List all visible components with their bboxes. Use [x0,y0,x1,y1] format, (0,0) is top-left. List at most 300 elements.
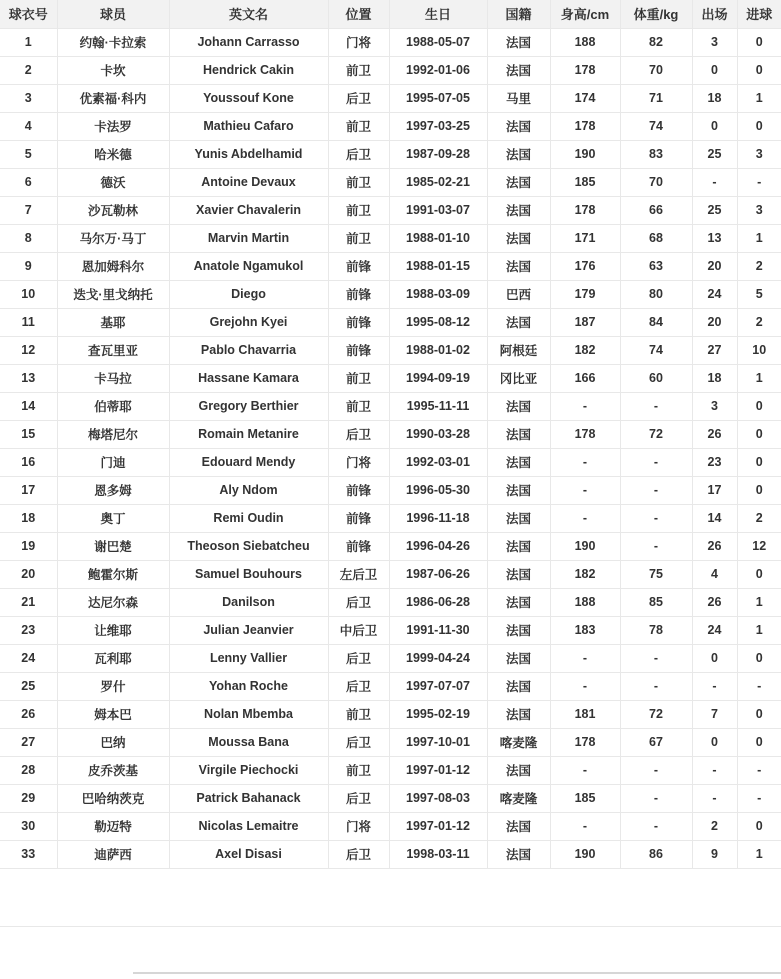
cell-birthday: 1991-11-30 [389,616,487,644]
cell-nationality: 马里 [487,84,550,112]
cell-player_name_cn: 哈米德 [57,140,169,168]
cell-nationality: 法国 [487,420,550,448]
column-header-goals: 进球 [737,0,781,28]
cell-position: 后卫 [328,644,389,672]
cell-player_name_en: Pablo Chavarria [169,336,328,364]
cell-height_cm: 182 [550,560,620,588]
cell-weight_kg: - [620,392,692,420]
column-header-nationality: 国籍 [487,0,550,28]
cell-nationality: 法国 [487,560,550,588]
cell-nationality: 法国 [487,504,550,532]
cell-appearances: 3 [692,392,737,420]
cell-nationality: 喀麦隆 [487,784,550,812]
player-row [0,728,781,756]
cell-goals: 10 [737,336,781,364]
cell-weight_kg: - [620,448,692,476]
cell-goals: 12 [737,532,781,560]
footer-divider-line [0,926,781,927]
cell-position: 前卫 [328,224,389,252]
cell-jersey_number: 1 [0,28,57,56]
column-header-appearances: 出场 [692,0,737,28]
cell-player_name_cn: 恩多姆 [57,476,169,504]
cell-appearances: 18 [692,364,737,392]
cell-jersey_number: 4 [0,112,57,140]
cell-height_cm: 178 [550,56,620,84]
cell-position: 门将 [328,28,389,56]
cell-jersey_number: 14 [0,392,57,420]
column-header-height_cm: 身高/cm [550,0,620,28]
cell-player_name_en: Nolan Mbemba [169,700,328,728]
cell-position: 后卫 [328,784,389,812]
cell-weight_kg: 70 [620,168,692,196]
cell-player_name_cn: 达尼尔森 [57,588,169,616]
cell-jersey_number: 16 [0,448,57,476]
cell-goals: 0 [737,560,781,588]
cell-nationality: 法国 [487,168,550,196]
cell-player_name_cn: 勒迈特 [57,812,169,840]
player-row [0,672,781,700]
cell-player_name_cn: 基耶 [57,308,169,336]
cell-player_name_cn: 鲍霍尔斯 [57,560,169,588]
player-row [0,56,781,84]
cell-weight_kg: 80 [620,280,692,308]
cell-goals: 1 [737,364,781,392]
cell-weight_kg: 84 [620,308,692,336]
cell-birthday: 1997-01-12 [389,812,487,840]
cell-height_cm: 179 [550,280,620,308]
cell-nationality: 法国 [487,56,550,84]
column-header-weight_kg: 体重/kg [620,0,692,28]
cell-height_cm: 190 [550,532,620,560]
cell-player_name_cn: 恩加姆科尔 [57,252,169,280]
player-row [0,420,781,448]
cell-weight_kg: 72 [620,700,692,728]
player-row [0,392,781,420]
cell-nationality: 法国 [487,812,550,840]
cell-player_name_en: Axel Disasi [169,840,328,868]
cell-player_name_en: Youssouf Kone [169,84,328,112]
cell-weight_kg: 63 [620,252,692,280]
cell-player_name_en: Danilson [169,588,328,616]
cell-player_name_cn: 查瓦里亚 [57,336,169,364]
cell-goals: 3 [737,140,781,168]
cell-birthday: 1995-02-19 [389,700,487,728]
cell-appearances: 17 [692,476,737,504]
cell-birthday: 1997-10-01 [389,728,487,756]
cell-goals: 0 [737,392,781,420]
cell-player_name_en: Moussa Bana [169,728,328,756]
cell-weight_kg: 70 [620,56,692,84]
cell-weight_kg: - [620,504,692,532]
cell-goals: - [737,168,781,196]
cell-appearances: 24 [692,616,737,644]
cell-birthday: 1988-03-09 [389,280,487,308]
cell-goals: - [737,756,781,784]
cell-position: 后卫 [328,728,389,756]
cell-height_cm: - [550,448,620,476]
cell-jersey_number: 6 [0,168,57,196]
cell-player_name_en: Virgile Piechocki [169,756,328,784]
cell-position: 中后卫 [328,616,389,644]
cell-jersey_number: 27 [0,728,57,756]
cell-weight_kg: 72 [620,420,692,448]
player-row [0,196,781,224]
cell-birthday: 1994-09-19 [389,364,487,392]
cell-appearances: - [692,756,737,784]
cell-appearances: 25 [692,196,737,224]
cell-height_cm: 190 [550,140,620,168]
cell-player_name_cn: 优素福·科内 [57,84,169,112]
cell-nationality: 冈比亚 [487,364,550,392]
cell-height_cm: - [550,644,620,672]
cell-jersey_number: 10 [0,280,57,308]
cell-nationality: 法国 [487,476,550,504]
cell-weight_kg: - [620,672,692,700]
cell-appearances: 23 [692,448,737,476]
cell-position: 前锋 [328,252,389,280]
cell-position: 前卫 [328,196,389,224]
cell-weight_kg: - [620,644,692,672]
cell-birthday: 1990-03-28 [389,420,487,448]
cell-goals: 1 [737,588,781,616]
cell-height_cm: 178 [550,112,620,140]
cell-jersey_number: 5 [0,140,57,168]
cell-birthday: 1992-01-06 [389,56,487,84]
cell-player_name_en: Julian Jeanvier [169,616,328,644]
cell-goals: 2 [737,308,781,336]
player-row [0,812,781,840]
cell-player_name_en: Mathieu Cafaro [169,112,328,140]
cell-nationality: 法国 [487,532,550,560]
cell-player_name_en: Yunis Abdelhamid [169,140,328,168]
player-row [0,560,781,588]
player-row [0,280,781,308]
cell-goals: 0 [737,448,781,476]
cell-height_cm: 181 [550,700,620,728]
cell-goals: 1 [737,616,781,644]
cell-position: 前锋 [328,336,389,364]
cell-player_name_cn: 罗什 [57,672,169,700]
cell-appearances: 25 [692,140,737,168]
cell-birthday: 1992-03-01 [389,448,487,476]
cell-jersey_number: 7 [0,196,57,224]
cell-birthday: 1985-02-21 [389,168,487,196]
cell-goals: - [737,784,781,812]
cell-player_name_cn: 巴哈纳茨克 [57,784,169,812]
cell-nationality: 法国 [487,840,550,868]
player-row [0,168,781,196]
cell-birthday: 1995-11-11 [389,392,487,420]
cell-player_name_cn: 卡法罗 [57,112,169,140]
cell-nationality: 法国 [487,448,550,476]
cell-position: 门将 [328,812,389,840]
cell-player_name_en: Patrick Bahanack [169,784,328,812]
cell-player_name_en: Aly Ndom [169,476,328,504]
cell-height_cm: 185 [550,784,620,812]
cell-height_cm: 176 [550,252,620,280]
cell-weight_kg: - [620,784,692,812]
player-row [0,112,781,140]
cell-height_cm: 188 [550,28,620,56]
player-row [0,28,781,56]
cell-nationality: 法国 [487,112,550,140]
cell-weight_kg: - [620,532,692,560]
cell-birthday: 1987-06-26 [389,560,487,588]
cell-appearances: 26 [692,420,737,448]
cell-weight_kg: 83 [620,140,692,168]
cell-position: 左后卫 [328,560,389,588]
player-row [0,784,781,812]
cell-nationality: 法国 [487,700,550,728]
cell-appearances: 24 [692,280,737,308]
cell-nationality: 法国 [487,672,550,700]
cell-birthday: 1995-07-05 [389,84,487,112]
cell-weight_kg: 78 [620,616,692,644]
cell-appearances: 2 [692,812,737,840]
cell-position: 后卫 [328,840,389,868]
cell-player_name_en: Anatole Ngamukol [169,252,328,280]
cell-weight_kg: - [620,812,692,840]
cell-weight_kg: 74 [620,112,692,140]
cell-jersey_number: 2 [0,56,57,84]
cell-goals: - [737,672,781,700]
cell-jersey_number: 28 [0,756,57,784]
cell-birthday: 1996-05-30 [389,476,487,504]
cell-player_name_en: Grejohn Kyei [169,308,328,336]
cell-weight_kg: 68 [620,224,692,252]
player-row [0,756,781,784]
cell-player_name_en: Edouard Mendy [169,448,328,476]
cell-player_name_cn: 卡马拉 [57,364,169,392]
cell-height_cm: 190 [550,840,620,868]
cell-player_name_cn: 卡坎 [57,56,169,84]
cell-birthday: 1997-03-25 [389,112,487,140]
player-row [0,616,781,644]
cell-appearances: 4 [692,560,737,588]
cell-nationality: 法国 [487,392,550,420]
cell-player_name_cn: 门迪 [57,448,169,476]
cell-goals: 3 [737,196,781,224]
cell-goals: 0 [737,112,781,140]
cell-jersey_number: 29 [0,784,57,812]
cell-player_name_en: Theoson Siebatcheu [169,532,328,560]
cell-position: 前锋 [328,280,389,308]
cell-position: 前卫 [328,392,389,420]
cell-weight_kg: 85 [620,588,692,616]
cell-goals: 0 [737,812,781,840]
cell-player_name_en: Nicolas Lemaitre [169,812,328,840]
cell-player_name_cn: 德沃 [57,168,169,196]
cell-birthday: 1988-01-02 [389,336,487,364]
cell-player_name_cn: 沙瓦勒林 [57,196,169,224]
cell-height_cm: 185 [550,168,620,196]
cell-goals: 5 [737,280,781,308]
cell-nationality: 巴西 [487,280,550,308]
cell-appearances: 26 [692,532,737,560]
cell-height_cm: - [550,672,620,700]
cell-jersey_number: 12 [0,336,57,364]
cell-player_name_en: Hassane Kamara [169,364,328,392]
cell-position: 前卫 [328,168,389,196]
player-row [0,588,781,616]
cell-height_cm: - [550,476,620,504]
cell-position: 前卫 [328,112,389,140]
column-header-birthday: 生日 [389,0,487,28]
cell-birthday: 1988-05-07 [389,28,487,56]
cell-player_name_cn: 迪萨西 [57,840,169,868]
cell-appearances: 0 [692,56,737,84]
cell-jersey_number: 18 [0,504,57,532]
cell-player_name_en: Samuel Bouhours [169,560,328,588]
cell-weight_kg: 75 [620,560,692,588]
cell-height_cm: 183 [550,616,620,644]
cell-player_name_cn: 巴纳 [57,728,169,756]
cell-appearances: - [692,784,737,812]
cell-player_name_cn: 梅塔尼尔 [57,420,169,448]
player-row [0,308,781,336]
cell-position: 后卫 [328,588,389,616]
cell-player_name_en: Xavier Chavalerin [169,196,328,224]
cell-position: 门将 [328,448,389,476]
cell-nationality: 法国 [487,644,550,672]
cell-jersey_number: 19 [0,532,57,560]
cell-appearances: 14 [692,504,737,532]
cell-position: 前卫 [328,756,389,784]
column-header-player_name_cn: 球员 [57,0,169,28]
player-row [0,364,781,392]
cell-appearances: - [692,168,737,196]
cell-nationality: 法国 [487,308,550,336]
cell-height_cm: 178 [550,728,620,756]
cell-goals: 1 [737,84,781,112]
cell-player_name_cn: 让维耶 [57,616,169,644]
cell-nationality: 法国 [487,588,550,616]
cell-appearances: 18 [692,84,737,112]
cell-weight_kg: 66 [620,196,692,224]
cell-birthday: 1999-04-24 [389,644,487,672]
cell-appearances: 9 [692,840,737,868]
cell-jersey_number: 8 [0,224,57,252]
cell-goals: 0 [737,728,781,756]
player-row [0,448,781,476]
cell-birthday: 1997-07-07 [389,672,487,700]
cell-birthday: 1996-04-26 [389,532,487,560]
cell-appearances: 27 [692,336,737,364]
cell-appearances: 7 [692,700,737,728]
cell-weight_kg: 74 [620,336,692,364]
cell-jersey_number: 23 [0,616,57,644]
cell-player_name_cn: 马尔万·马丁 [57,224,169,252]
cell-position: 后卫 [328,84,389,112]
player-row [0,476,781,504]
cell-position: 前锋 [328,476,389,504]
cell-nationality: 法国 [487,28,550,56]
player-row [0,504,781,532]
cell-goals: 2 [737,252,781,280]
player-row [0,644,781,672]
cell-appearances: 3 [692,28,737,56]
player-row [0,252,781,280]
cell-player_name_en: Remi Oudin [169,504,328,532]
cell-goals: 0 [737,700,781,728]
cell-position: 前卫 [328,700,389,728]
cell-jersey_number: 3 [0,84,57,112]
cell-player_name_cn: 姆本巴 [57,700,169,728]
cell-jersey_number: 15 [0,420,57,448]
cell-birthday: 1988-01-15 [389,252,487,280]
cell-birthday: 1997-01-12 [389,756,487,784]
cell-nationality: 法国 [487,252,550,280]
column-header-jersey_number: 球衣号 [0,0,57,28]
cell-birthday: 1988-01-10 [389,224,487,252]
player-row [0,336,781,364]
cell-goals: 0 [737,476,781,504]
player-row [0,840,781,868]
cell-nationality: 阿根廷 [487,336,550,364]
cell-goals: 0 [737,644,781,672]
cell-nationality: 喀麦隆 [487,728,550,756]
cell-jersey_number: 21 [0,588,57,616]
cell-birthday: 1998-03-11 [389,840,487,868]
cell-player_name_en: Hendrick Cakin [169,56,328,84]
cell-height_cm: 166 [550,364,620,392]
cell-position: 后卫 [328,140,389,168]
cell-position: 后卫 [328,672,389,700]
cell-player_name_cn: 瓦利耶 [57,644,169,672]
cell-jersey_number: 17 [0,476,57,504]
cell-appearances: 26 [692,588,737,616]
cell-weight_kg: - [620,756,692,784]
cell-position: 后卫 [328,420,389,448]
cell-goals: 1 [737,840,781,868]
cell-height_cm: 171 [550,224,620,252]
cell-player_name_cn: 皮乔茨基 [57,756,169,784]
cell-height_cm: 178 [550,196,620,224]
cell-jersey_number: 9 [0,252,57,280]
cell-nationality: 法国 [487,756,550,784]
cell-height_cm: - [550,756,620,784]
cell-position: 前卫 [328,56,389,84]
player-row [0,224,781,252]
cell-birthday: 1995-08-12 [389,308,487,336]
cell-jersey_number: 13 [0,364,57,392]
cell-height_cm: 182 [550,336,620,364]
player-row [0,140,781,168]
cell-position: 前卫 [328,364,389,392]
cell-jersey_number: 25 [0,672,57,700]
cell-goals: 1 [737,224,781,252]
cell-nationality: 法国 [487,196,550,224]
cell-jersey_number: 30 [0,812,57,840]
cell-position: 前锋 [328,532,389,560]
cell-appearances: 0 [692,644,737,672]
cell-weight_kg: 60 [620,364,692,392]
cell-height_cm: 188 [550,588,620,616]
cell-height_cm: 174 [550,84,620,112]
cell-birthday: 1996-11-18 [389,504,487,532]
cell-appearances: 13 [692,224,737,252]
cell-player_name_cn: 奥丁 [57,504,169,532]
cell-appearances: - [692,672,737,700]
cell-appearances: 20 [692,252,737,280]
cell-appearances: 0 [692,728,737,756]
cell-weight_kg: 71 [620,84,692,112]
cell-jersey_number: 11 [0,308,57,336]
cell-jersey_number: 26 [0,700,57,728]
cell-height_cm: 178 [550,420,620,448]
cell-height_cm: - [550,504,620,532]
cell-weight_kg: 67 [620,728,692,756]
